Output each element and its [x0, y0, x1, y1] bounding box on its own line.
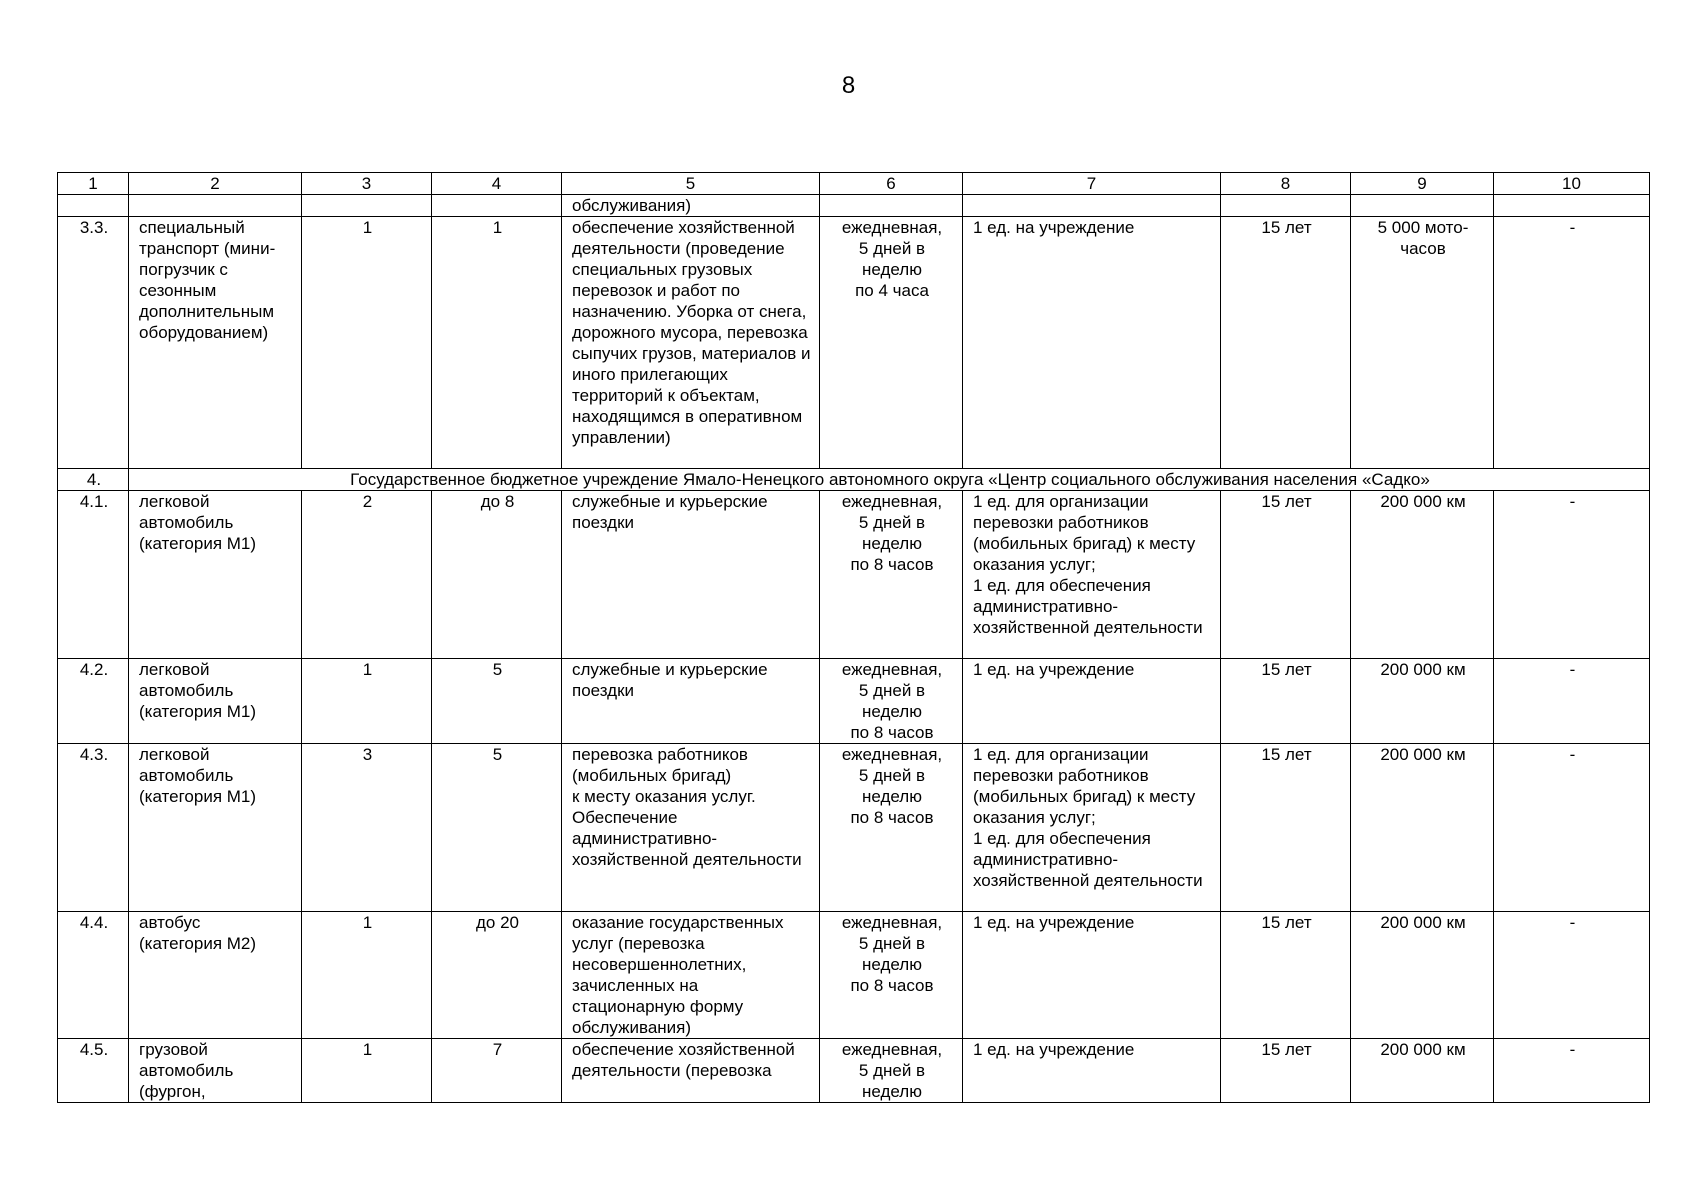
purpose-cell: служебные и курьерские поездки [562, 491, 820, 659]
row-number: 4.1. [58, 491, 129, 659]
table-cell: 3 [302, 744, 432, 912]
header-cell: 7 [963, 173, 1221, 195]
table-cell: обслуживания) [562, 195, 820, 217]
purpose-cell: обеспечение хозяйственной деятельности (проведение специальных грузовых перевозок и работ по назначению. Уборка от снега, дорожного мусора, перевозка сыпучих грузов, материалов и иного прилегающих территорий к объектам, находящимся в оперативном управлении) [562, 217, 820, 469]
table-cell [58, 195, 129, 217]
table-cell: 1 [302, 1039, 432, 1103]
table-cell: 1 [302, 912, 432, 1039]
header-cell: 3 [302, 173, 432, 195]
norm-cell: 1 ед. для организации перевозки работников (мобильных бригад) к месту оказания услуг; 1 ед. для обеспечения административно-хозяйственной деятельности [963, 744, 1221, 912]
table-cell [963, 195, 1221, 217]
usage-cell: ежедневная, 5 дней в неделю по 8 часов [820, 744, 963, 912]
table-cell: 5 000 мото- часов [1351, 217, 1494, 469]
table-cell: 15 лет [1221, 912, 1351, 1039]
table-cell: 200 000 км [1351, 659, 1494, 744]
header-cell: 4 [432, 173, 562, 195]
table-row [58, 659, 1650, 744]
purpose-cell: служебные и курьерские поездки [562, 659, 820, 744]
section-title: Государственное бюджетное учреждение Ямало-Ненецкого автономного округа «Центр социального обслуживания населения «Садко» [129, 469, 1650, 491]
usage-cell: ежедневная, 5 дней в неделю [820, 1039, 963, 1103]
row-number: 4.3. [58, 744, 129, 912]
header-cell: 9 [1351, 173, 1494, 195]
vehicle-type-cell: легковой автомобиль (категория М1) [129, 744, 302, 912]
table-cell: - [1494, 491, 1650, 659]
row-number: 4.5. [58, 1039, 129, 1103]
header-cell: 2 [129, 173, 302, 195]
table-cell: 15 лет [1221, 1039, 1351, 1103]
table-cell: 5 [432, 744, 562, 912]
table-cell: - [1494, 912, 1650, 1039]
usage-cell: ежедневная, 5 дней в неделю по 8 часов [820, 659, 963, 744]
row-number: 4.4. [58, 912, 129, 1039]
table-cell: 15 лет [1221, 659, 1351, 744]
vehicle-type-cell: легковой автомобиль (категория М1) [129, 491, 302, 659]
table-cell [1221, 195, 1351, 217]
vehicle-norms-table [57, 172, 1650, 1103]
header-cell: 1 [58, 173, 129, 195]
table-cell: - [1494, 744, 1650, 912]
table-cell: 15 лет [1221, 491, 1351, 659]
table-cell: 5 [432, 659, 562, 744]
row-number: 4.2. [58, 659, 129, 744]
table-row [58, 217, 1650, 469]
table-cell [432, 195, 562, 217]
table-cell: 200 000 км [1351, 1039, 1494, 1103]
norm-cell: 1 ед. на учреждение [963, 659, 1221, 744]
table-cell: 2 [302, 491, 432, 659]
usage-cell: ежедневная, 5 дней в неделю по 8 часов [820, 491, 963, 659]
purpose-cell: перевозка работников (мобильных бригад) к месту оказания услуг. Обеспечение административно-хозяйственной деятельности [562, 744, 820, 912]
table-cell: 1 [432, 217, 562, 469]
purpose-cell: оказание государственных услуг (перевозка несовершеннолетних, зачисленных на стационарную форму обслуживания) [562, 912, 820, 1039]
table-cell: - [1494, 217, 1650, 469]
table-cell: 200 000 км [1351, 744, 1494, 912]
usage-cell: ежедневная, 5 дней в неделю по 4 часа [820, 217, 963, 469]
continuation-row [58, 195, 1650, 217]
vehicle-type-cell: автобус (категория М2) [129, 912, 302, 1039]
table-cell [820, 195, 963, 217]
header-cell: 8 [1221, 173, 1351, 195]
table-row [58, 1039, 1650, 1103]
vehicle-type-cell: легковой автомобиль (категория М1) [129, 659, 302, 744]
header-cell: 6 [820, 173, 963, 195]
table-cell: 1 [302, 217, 432, 469]
table-cell [302, 195, 432, 217]
table-row [58, 912, 1650, 1039]
table-cell: 15 лет [1221, 217, 1351, 469]
purpose-cell: обеспечение хозяйственной деятельности (перевозка [562, 1039, 820, 1103]
usage-cell: ежедневная, 5 дней в неделю по 8 часов [820, 912, 963, 1039]
table-cell: до 8 [432, 491, 562, 659]
table-cell: 15 лет [1221, 744, 1351, 912]
section-row [58, 469, 1650, 491]
norm-cell: 1 ед. на учреждение [963, 1039, 1221, 1103]
header-cell: 10 [1494, 173, 1650, 195]
table-cell: 1 [302, 659, 432, 744]
row-number: 3.3. [58, 217, 129, 469]
table-row [58, 491, 1650, 659]
table-cell [1494, 195, 1650, 217]
vehicle-type-cell: грузовой автомобиль (фургон, [129, 1039, 302, 1103]
norm-cell: 1 ед. для организации перевозки работников (мобильных бригад) к месту оказания услуг; 1 ед. для обеспечения административно-хозяйственной деятельности [963, 491, 1221, 659]
norm-cell: 1 ед. на учреждение [963, 217, 1221, 469]
table-row [58, 744, 1650, 912]
table-cell: - [1494, 659, 1650, 744]
vehicle-type-cell: специальный транспорт (мини-погрузчик с сезонным дополнительным оборудованием) [129, 217, 302, 469]
header-cell: 5 [562, 173, 820, 195]
table-cell: до 20 [432, 912, 562, 1039]
table-cell: - [1494, 1039, 1650, 1103]
table-cell [1351, 195, 1494, 217]
column-number-row [58, 173, 1650, 195]
section-number: 4. [58, 469, 129, 491]
norm-cell: 1 ед. на учреждение [963, 912, 1221, 1039]
table-cell: 200 000 км [1351, 912, 1494, 1039]
table-cell: 7 [432, 1039, 562, 1103]
page-number: 8 [841, 72, 856, 99]
table-cell [129, 195, 302, 217]
table-cell: 200 000 км [1351, 491, 1494, 659]
